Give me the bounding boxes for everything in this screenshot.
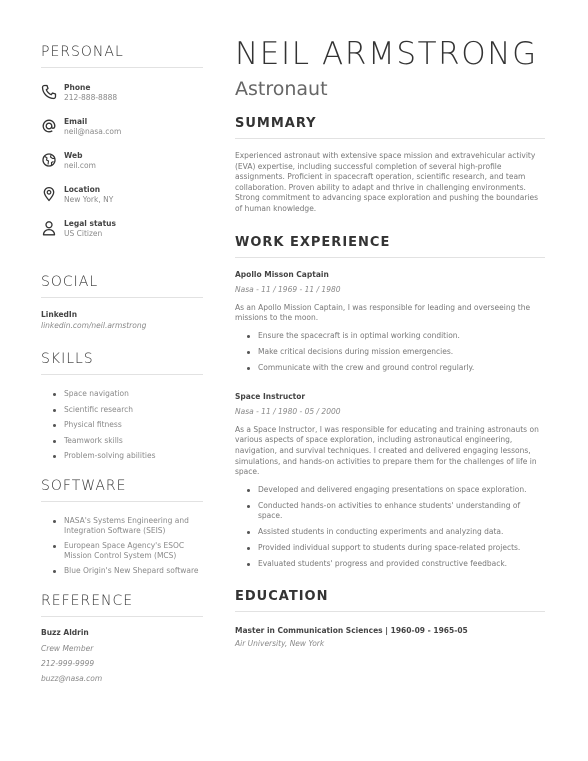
list-item: Ensure the spacecraft is in optimal working condition. [247,331,545,341]
list-item: NASA's Systems Engineering and Integration Software (SEIS) [53,516,203,536]
list-item: Conducted hands-on activities to enhance students' understanding of space. [247,501,545,521]
location-icon [41,186,57,202]
job-bullets [247,485,545,569]
contact-label: Legal status [64,219,116,228]
summary-section [235,116,545,215]
work-section [235,235,545,569]
reference-title: Crew Member [41,643,94,653]
reference-email[interactable]: buzz@nasa.com [41,673,103,683]
skills-list [53,389,203,461]
job-date: Nasa - 11 / 1980 - 05 / 2000 [235,406,341,416]
linkedin-link[interactable]: linkedin.com/neil.armstrong [41,321,147,330]
skills-section [41,351,203,461]
phone-icon [41,84,57,100]
contact-label: Email [64,117,88,126]
contact-value: neil.com [64,161,96,170]
personal-heading: PERSONAL [41,44,203,68]
reference-section [41,593,203,684]
degree-title: Master in Communication Sciences | 1960-09 - 1965-05 [235,625,468,635]
summary-heading: SUMMARY [235,116,545,139]
list-item: Assisted students in conducting experiments and analyzing data. [247,527,545,537]
contact-value: neil@nasa.com [64,127,122,136]
job-title: Apollo Misson Captain [235,269,329,279]
sidebar [41,44,203,684]
contact-label: Phone [64,83,91,92]
list-item: European Space Agency's ESOC Mission Control System (MCS) [53,541,203,561]
list-item: Make critical decisions during mission emergencies. [247,347,545,357]
contact-list [41,83,203,253]
software-heading: SOFTWARE [41,478,203,502]
job-bullets [247,331,545,373]
work-heading: WORK EXPERIENCE [235,235,545,258]
contact-legal-status [41,219,203,253]
list-item: Provided individual support to students during space-related projects. [247,543,545,553]
contact-phone [41,83,203,117]
social-section [41,274,203,331]
education-section [235,589,545,649]
list-item: Physical fitness [53,420,203,430]
job-date: Nasa - 11 / 1969 - 11 / 1980 [235,284,341,294]
list-item: Developed and delivered engaging presentations on space exploration. [247,485,545,495]
list-item: Teamwork skills [53,436,203,446]
main-content [235,36,545,649]
list-item: Scientific research [53,405,203,415]
job-entry [235,392,545,569]
list-item: Communicate with the crew and ground control regularly. [247,363,545,373]
job-description: As a Space Instructor, I was responsible for educating and training astronauts on various aspects of space exploration, including astronautical engineering, navigation, and survival techniques. I created and delivered engaging lessons, simulations, and hands-on activities to prepare them for the challenges of life in space. [235,424,539,477]
job-title: Space Instructor [235,391,306,401]
social-heading: SOCIAL [41,274,203,298]
contact-web [41,151,203,185]
email-icon [41,118,57,134]
list-item: Evaluated students' progress and provided constructive feedback. [247,559,545,569]
job-entry [235,270,545,373]
person-icon [41,220,57,236]
reference-heading: REFERENCE [41,593,203,617]
page-title: NEIL ARMSTRONG [235,36,538,72]
school-name: Air University, New York [235,638,325,648]
list-item: Blue Origin's New Shepard software [53,566,203,576]
contact-value: New York, NY [64,195,114,204]
summary-text: Experienced astronaut with extensive space mission and extravehicular activity (EVA) expertise, including successful completion of several high-profile assignments. Proficient in spacecraft operation, scientific research, and team collaboration. Proven ability to adapt and thrive in challenging environments. Strong commitment to advancing space exploration and pushing the boundaries of human knowledge. [235,151,539,213]
contact-value: 212-888-8888 [64,93,118,102]
contact-email [41,117,203,151]
software-list [53,516,203,576]
linkedin-label: LinkedIn [41,310,78,319]
job-description: As an Apollo Mission Captain, I was responsible for leading and overseeing the missions to the moon. [235,302,531,323]
job-role: Astronaut [235,78,328,100]
contact-location [41,185,203,219]
software-section [41,478,203,576]
list-item: Problem-solving abilities [53,451,203,461]
list-item: Space navigation [53,389,203,399]
reference-phone: 212-999-9999 [41,658,95,668]
skills-heading: SKILLS [41,351,203,375]
reference-name: Buzz Aldrin [41,628,89,638]
contact-label: Web [64,151,83,160]
education-heading: EDUCATION [235,589,545,612]
web-icon [41,152,57,168]
contact-label: Location [64,185,101,194]
contact-value: US Citizen [64,229,103,238]
